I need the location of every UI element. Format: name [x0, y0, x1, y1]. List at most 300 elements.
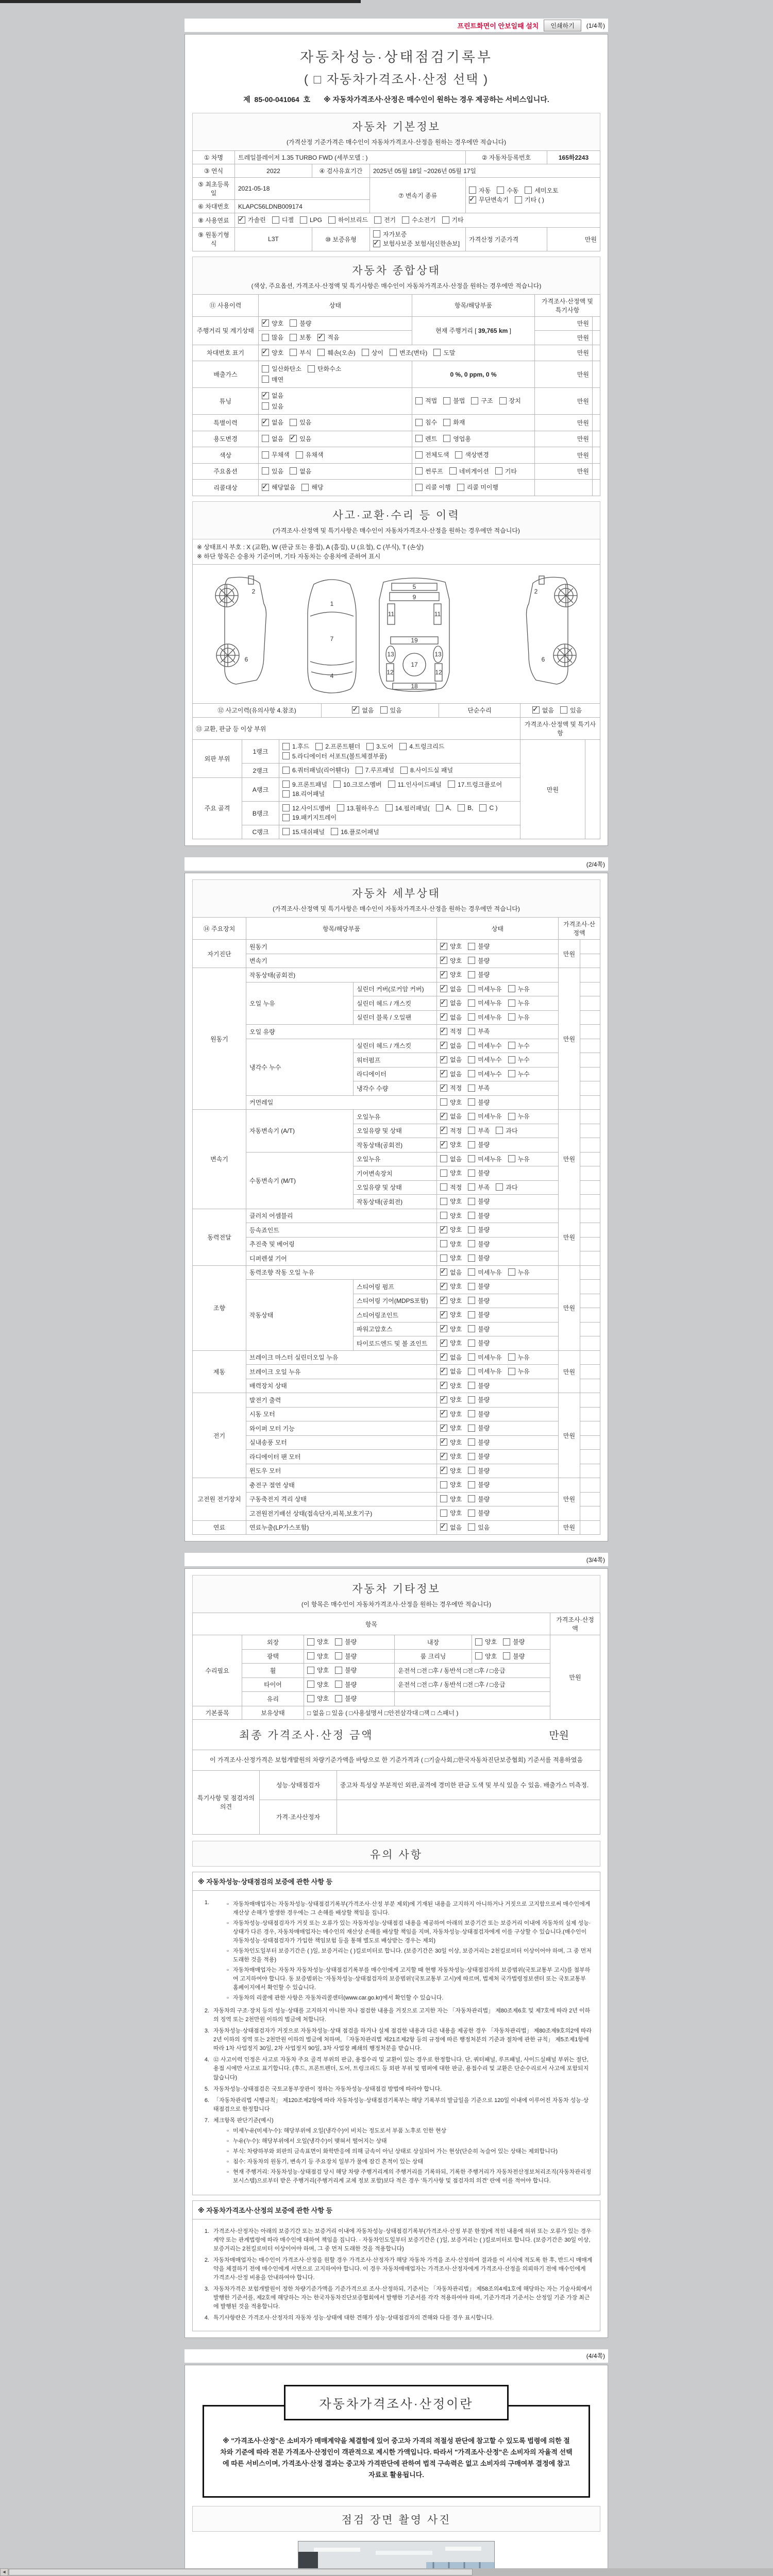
checkbox-누유[interactable] [508, 998, 530, 1007]
checkbox-box[interactable] [262, 334, 269, 341]
checkbox-해당[interactable] [301, 483, 323, 492]
checkbox-box[interactable] [508, 1353, 515, 1361]
checkbox-양호[interactable] [440, 942, 462, 951]
checkbox-box[interactable] [262, 419, 269, 426]
checkbox-box[interactable] [282, 752, 290, 759]
checkbox-해당없음[interactable] [262, 483, 295, 492]
checkbox-양호[interactable] [440, 1225, 462, 1234]
checkbox-box[interactable] [508, 1368, 515, 1375]
checkbox-box[interactable] [440, 1396, 447, 1403]
checkbox-불량[interactable] [468, 1423, 490, 1432]
print-button[interactable]: 인쇄하기 [544, 20, 581, 31]
checkbox-불량[interactable] [468, 1253, 490, 1262]
checkbox-네비게이션[interactable] [449, 467, 489, 476]
checkbox-불량[interactable] [503, 1637, 525, 1646]
checkbox-불량[interactable] [468, 1240, 490, 1248]
checkbox-없음[interactable] [440, 1353, 462, 1362]
scrollbar-thumb[interactable] [9, 2569, 473, 2575]
checkbox-B,[interactable] [458, 804, 473, 811]
checkbox-box[interactable] [440, 1495, 447, 1502]
checkbox-box[interactable] [443, 419, 450, 426]
checkbox-box[interactable] [436, 804, 443, 811]
checkbox-11.인사이드패널[interactable] [388, 780, 442, 789]
checkbox-box[interactable] [356, 767, 363, 774]
checkbox-미세누유[interactable] [468, 1155, 501, 1163]
checkbox-box[interactable] [468, 1283, 475, 1290]
checkbox-있음[interactable] [290, 434, 311, 443]
checkbox-자가보증[interactable] [373, 230, 407, 239]
checkbox-box[interactable] [440, 1141, 447, 1148]
checkbox-양호[interactable] [440, 1098, 462, 1107]
checkbox-box[interactable] [469, 196, 476, 204]
checkbox-불량[interactable] [468, 1438, 490, 1447]
checkbox-없음[interactable] [440, 1055, 462, 1064]
checkbox-box[interactable] [433, 349, 441, 356]
checkbox-12.사이드멤버[interactable] [282, 804, 331, 812]
checkbox-box[interactable] [272, 216, 279, 224]
checkbox-box[interactable] [499, 397, 507, 404]
checkbox-box[interactable] [440, 971, 447, 978]
checkbox-box[interactable] [440, 1183, 447, 1191]
checkbox-box[interactable] [468, 1325, 475, 1332]
checkbox-보험사보증 보험사[신한손보][interactable] [373, 239, 460, 248]
checkbox-box[interactable] [471, 397, 478, 404]
checkbox-없음[interactable] [532, 706, 554, 715]
checkbox-불량[interactable] [468, 1168, 490, 1177]
checkbox-box[interactable] [503, 1638, 510, 1646]
checkbox-7.루프패널[interactable] [356, 766, 394, 774]
checkbox-box[interactable] [440, 1042, 447, 1049]
checkbox-상이[interactable] [362, 348, 383, 357]
checkbox-17.트렁크플로어[interactable] [448, 780, 502, 789]
checkbox-box[interactable] [335, 1667, 342, 1674]
checkbox-불량[interactable] [468, 1211, 490, 1220]
checkbox-과다[interactable] [496, 1183, 517, 1192]
checkbox-없음[interactable] [262, 391, 283, 400]
checkbox-양호[interactable] [440, 1410, 462, 1418]
checkbox-없음[interactable] [440, 1041, 462, 1050]
checkbox-양호[interactable] [440, 1423, 462, 1432]
checkbox-box[interactable] [468, 1396, 475, 1403]
checkbox-box[interactable] [440, 1425, 447, 1432]
checkbox-기타 ( )[interactable] [515, 195, 544, 204]
checkbox-19.패키지트레이[interactable] [282, 813, 337, 822]
checkbox-누유[interactable] [508, 1367, 530, 1376]
checkbox-box[interactable] [440, 1127, 447, 1134]
checkbox-4.트렁크리드[interactable] [399, 742, 444, 751]
checkbox-10.크로스멤버[interactable] [333, 780, 382, 789]
checkbox-box[interactable] [307, 1667, 314, 1674]
checkbox-box[interactable] [440, 1481, 447, 1488]
checkbox-box[interactable] [290, 435, 297, 442]
checkbox-없음[interactable] [262, 434, 283, 443]
checkbox-box[interactable] [468, 999, 475, 1007]
checkbox-box[interactable] [415, 397, 423, 404]
checkbox-부족[interactable] [468, 1027, 490, 1036]
checkbox-양호[interactable] [440, 1168, 462, 1177]
checkbox-box[interactable] [442, 216, 449, 224]
checkbox-box[interactable] [440, 1410, 447, 1417]
checkbox-훼손(오손)[interactable] [317, 348, 355, 357]
checkbox-box[interactable] [508, 999, 515, 1007]
checkbox-불량[interactable] [335, 1652, 357, 1660]
checkbox-box[interactable] [475, 1652, 482, 1659]
checkbox-부족[interactable] [468, 1183, 490, 1192]
checkbox-양호[interactable] [440, 1325, 462, 1333]
checkbox-1.후드[interactable] [282, 742, 309, 751]
checkbox-불량[interactable] [468, 1098, 490, 1107]
checkbox-box[interactable] [440, 1382, 447, 1389]
checkbox-box[interactable] [457, 484, 464, 491]
checkbox-box[interactable] [440, 1084, 447, 1092]
checkbox-불량[interactable] [468, 1381, 490, 1390]
checkbox-부족[interactable] [468, 1126, 490, 1135]
checkbox-box[interactable] [307, 1652, 314, 1659]
checkbox-9.프론트패널[interactable] [282, 780, 327, 789]
checkbox-box[interactable] [262, 484, 269, 491]
checkbox-없음[interactable] [440, 985, 462, 993]
checkbox-없음[interactable] [440, 1112, 462, 1121]
checkbox-미세누유[interactable] [468, 1112, 501, 1121]
checkbox-box[interactable] [468, 1155, 475, 1162]
checkbox-box[interactable] [468, 1013, 475, 1021]
checkbox-6.쿼터패널(리어휀다)[interactable] [282, 766, 349, 774]
checkbox-box[interactable] [262, 365, 269, 372]
checkbox-box[interactable] [440, 1467, 447, 1474]
checkbox-box[interactable] [282, 767, 290, 774]
checkbox-box[interactable] [443, 397, 450, 404]
checkbox-양호[interactable] [440, 1240, 462, 1248]
checkbox-미세누유[interactable] [468, 1013, 501, 1022]
checkbox-box[interactable] [468, 1438, 475, 1446]
checkbox-누수[interactable] [508, 1070, 530, 1078]
checkbox-양호[interactable] [262, 319, 283, 328]
checkbox-box[interactable] [440, 1240, 447, 1247]
checkbox-양호[interactable] [440, 1395, 462, 1404]
checkbox-box[interactable] [443, 435, 450, 442]
checkbox-box[interactable] [290, 319, 297, 327]
horizontal-scrollbar[interactable] [0, 2568, 773, 2576]
checkbox-일산화탄소[interactable] [262, 364, 301, 373]
checkbox-box[interactable] [400, 767, 408, 774]
checkbox-box[interactable] [282, 828, 290, 835]
checkbox-box[interactable] [440, 1028, 447, 1035]
checkbox-box[interactable] [468, 1141, 475, 1148]
checkbox-LPG[interactable] [300, 216, 322, 224]
checkbox-렌트[interactable] [415, 434, 437, 443]
checkbox-box[interactable] [440, 1198, 447, 1205]
checkbox-box[interactable] [508, 1155, 515, 1162]
checkbox-box[interactable] [307, 1638, 314, 1646]
checkbox-box[interactable] [399, 743, 407, 750]
checkbox-불량[interactable] [468, 1296, 490, 1305]
checkbox-box[interactable] [469, 187, 476, 194]
checkbox-양호[interactable] [440, 1509, 462, 1517]
checkbox-있음[interactable] [468, 1523, 490, 1532]
checkbox-box[interactable] [374, 216, 381, 224]
checkbox-box[interactable] [496, 1183, 503, 1191]
checkbox-box[interactable] [290, 349, 297, 356]
checkbox-미세누유[interactable] [468, 1353, 501, 1362]
checkbox-색상변경[interactable] [455, 450, 489, 459]
checkbox-box[interactable] [362, 349, 369, 356]
checkbox-box[interactable] [380, 706, 388, 714]
checkbox-box[interactable] [468, 1297, 475, 1304]
checkbox-box[interactable] [415, 467, 423, 474]
checkbox-box[interactable] [468, 1098, 475, 1106]
checkbox-2.프론트휀더[interactable] [315, 742, 360, 751]
checkbox-box[interactable] [440, 943, 447, 950]
checkbox-양호[interactable] [307, 1666, 329, 1674]
checkbox-적정[interactable] [440, 1027, 462, 1036]
checkbox-box[interactable] [508, 1013, 515, 1021]
checkbox-불량[interactable] [468, 1452, 490, 1461]
checkbox-불량[interactable] [468, 956, 490, 965]
checkbox-box[interactable] [468, 1495, 475, 1502]
checkbox-box[interactable] [508, 1056, 515, 1063]
checkbox-box[interactable] [440, 1113, 447, 1120]
checkbox-많음[interactable] [262, 333, 283, 342]
checkbox-box[interactable] [458, 804, 465, 811]
checkbox-box[interactable] [300, 216, 307, 224]
checkbox-box[interactable] [373, 240, 380, 247]
checkbox-box[interactable] [468, 1212, 475, 1219]
checkbox-box[interactable] [415, 451, 423, 459]
checkbox-수소전기[interactable] [402, 215, 435, 224]
checkbox-box[interactable] [468, 1425, 475, 1432]
checkbox-불량[interactable] [468, 970, 490, 979]
checkbox-누유[interactable] [508, 1353, 530, 1362]
checkbox-누수[interactable] [508, 1041, 530, 1050]
checkbox-box[interactable] [508, 1042, 515, 1049]
checkbox-box[interactable] [317, 334, 325, 341]
checkbox-누유[interactable] [508, 1268, 530, 1277]
checkbox-box[interactable] [525, 187, 532, 194]
checkbox-있음[interactable] [560, 706, 582, 715]
checkbox-있음[interactable] [380, 706, 402, 715]
checkbox-불량[interactable] [468, 1466, 490, 1475]
checkbox-box[interactable] [468, 1084, 475, 1092]
checkbox-리콜 이행[interactable] [415, 483, 451, 492]
checkbox-box[interactable] [335, 1652, 342, 1659]
checkbox-양호[interactable] [307, 1680, 329, 1689]
checkbox-C )[interactable] [479, 804, 497, 811]
checkbox-기타[interactable] [442, 215, 464, 224]
checkbox-수동[interactable] [497, 186, 518, 195]
checkbox-유채색[interactable] [296, 450, 324, 459]
checkbox-매연[interactable] [262, 375, 283, 384]
checkbox-box[interactable] [468, 1268, 475, 1276]
checkbox-box[interactable] [468, 1467, 475, 1474]
checkbox-양호[interactable] [440, 1282, 462, 1291]
checkbox-box[interactable] [495, 467, 502, 474]
checkbox-box[interactable] [440, 1510, 447, 1517]
checkbox-box[interactable] [335, 1695, 342, 1702]
checkbox-양호[interactable] [440, 1338, 462, 1347]
checkbox-장치[interactable] [499, 396, 521, 405]
checkbox-box[interactable] [468, 971, 475, 978]
checkbox-누유[interactable] [508, 1155, 530, 1163]
checkbox-box[interactable] [262, 349, 269, 356]
checkbox-불량[interactable] [468, 1225, 490, 1234]
checkbox-box[interactable] [468, 1523, 475, 1531]
checkbox-box[interactable] [440, 1268, 447, 1276]
checkbox-box[interactable] [388, 781, 395, 788]
checkbox-box[interactable] [468, 1453, 475, 1460]
checkbox-없음[interactable] [440, 1155, 462, 1163]
checkbox-box[interactable] [468, 1510, 475, 1517]
checkbox-box[interactable] [440, 1056, 447, 1063]
checkbox-18.리어패널[interactable] [282, 789, 325, 798]
checkbox-box[interactable] [366, 743, 374, 750]
checkbox-미세누수[interactable] [468, 1070, 501, 1078]
checkbox-불량[interactable] [468, 1140, 490, 1149]
checkbox-적정[interactable] [440, 1183, 462, 1192]
checkbox-불량[interactable] [468, 1509, 490, 1517]
checkbox-box[interactable] [440, 1353, 447, 1361]
checkbox-썬루프[interactable] [415, 467, 443, 476]
checkbox-없음[interactable] [440, 998, 462, 1007]
checkbox-box[interactable] [508, 1070, 515, 1077]
checkbox-box[interactable] [440, 1212, 447, 1219]
checkbox-누수[interactable] [508, 1055, 530, 1064]
checkbox-box[interactable] [440, 1438, 447, 1446]
checkbox-불량[interactable] [335, 1637, 357, 1646]
checkbox-미세누유[interactable] [468, 998, 501, 1007]
checkbox-양호[interactable] [475, 1652, 497, 1660]
checkbox-A,[interactable] [436, 804, 451, 811]
checkbox-box[interactable] [440, 1013, 447, 1021]
checkbox-box[interactable] [290, 419, 297, 426]
checkbox-부식[interactable] [290, 348, 311, 357]
checkbox-box[interactable] [328, 216, 335, 224]
checkbox-box[interactable] [282, 743, 290, 750]
checkbox-box[interactable] [479, 804, 486, 811]
checkbox-box[interactable] [331, 828, 338, 835]
checkbox-box[interactable] [440, 999, 447, 1007]
checkbox-영업용[interactable] [443, 434, 471, 443]
checkbox-box[interactable] [440, 1325, 447, 1332]
checkbox-디젤[interactable] [272, 215, 294, 224]
checkbox-불량[interactable] [468, 1310, 490, 1319]
checkbox-box[interactable] [440, 1226, 447, 1233]
checkbox-과다[interactable] [496, 1126, 517, 1135]
checkbox-하이브리드[interactable] [328, 215, 368, 224]
checkbox-13.휠하우스[interactable] [337, 804, 379, 812]
checkbox-box[interactable] [468, 1240, 475, 1247]
checkbox-box[interactable] [282, 781, 290, 788]
checkbox-없음[interactable] [440, 1070, 462, 1078]
checkbox-3.도어[interactable] [366, 742, 393, 751]
checkbox-box[interactable] [238, 216, 245, 224]
checkbox-box[interactable] [440, 1523, 447, 1531]
checkbox-box[interactable] [448, 781, 455, 788]
checkbox-box[interactable] [468, 1481, 475, 1488]
checkbox-box[interactable] [532, 706, 540, 714]
checkbox-box[interactable] [301, 484, 309, 491]
checkbox-box[interactable] [262, 392, 269, 399]
checkbox-box[interactable] [317, 349, 325, 356]
checkbox-box[interactable] [307, 1695, 314, 1702]
checkbox-box[interactable] [468, 1113, 475, 1120]
checkbox-양호[interactable] [440, 1310, 462, 1319]
checkbox-양호[interactable] [307, 1637, 329, 1646]
checkbox-없음[interactable] [262, 418, 283, 427]
checkbox-box[interactable] [468, 1353, 475, 1361]
checkbox-불량[interactable] [468, 1197, 490, 1206]
checkbox-양호[interactable] [440, 1253, 462, 1262]
checkbox-box[interactable] [449, 467, 457, 474]
checkbox-변조(변타)[interactable] [390, 348, 427, 357]
checkbox-불량[interactable] [468, 1410, 490, 1418]
checkbox-box[interactable] [402, 216, 409, 224]
checkbox-불량[interactable] [335, 1680, 357, 1689]
checkbox-box[interactable] [262, 402, 269, 410]
checkbox-양호[interactable] [440, 970, 462, 979]
checkbox-box[interactable] [515, 196, 522, 204]
checkbox-box[interactable] [468, 1226, 475, 1233]
checkbox-box[interactable] [468, 957, 475, 964]
checkbox-양호[interactable] [307, 1652, 329, 1660]
checkbox-box[interactable] [468, 1056, 475, 1063]
checkbox-누유[interactable] [508, 1013, 530, 1022]
checkbox-무채색[interactable] [262, 450, 290, 459]
checkbox-없음[interactable] [352, 706, 374, 715]
checkbox-보통[interactable] [290, 333, 311, 342]
checkbox-불량[interactable] [335, 1666, 357, 1674]
checkbox-불량[interactable] [468, 942, 490, 951]
checkbox-box[interactable] [440, 1070, 447, 1077]
checkbox-양호[interactable] [440, 1296, 462, 1305]
checkbox-14.필러패널([interactable] [385, 804, 430, 812]
checkbox-box[interactable] [337, 804, 344, 811]
checkbox-box[interactable] [468, 1028, 475, 1035]
checkbox-적정[interactable] [440, 1083, 462, 1092]
checkbox-box[interactable] [508, 1268, 515, 1276]
checkbox-box[interactable] [560, 706, 567, 714]
checkbox-box[interactable] [468, 1410, 475, 1417]
checkbox-화재[interactable] [443, 418, 465, 427]
checkbox-불량[interactable] [468, 1395, 490, 1404]
checkbox-불법[interactable] [443, 396, 465, 405]
checkbox-무단변속기[interactable] [469, 195, 509, 204]
checkbox-box[interactable] [440, 1340, 447, 1347]
checkbox-미세누수[interactable] [468, 1055, 501, 1064]
checkbox-양호[interactable] [440, 1480, 462, 1489]
checkbox-양호[interactable] [440, 1438, 462, 1447]
checkbox-침수[interactable] [415, 418, 437, 427]
checkbox-자동[interactable] [469, 186, 491, 195]
checkbox-box[interactable] [385, 804, 393, 811]
checkbox-box[interactable] [475, 1638, 482, 1646]
checkbox-box[interactable] [440, 1098, 447, 1106]
checkbox-16.플로어패널[interactable] [331, 827, 379, 836]
checkbox-box[interactable] [440, 1453, 447, 1460]
checkbox-box[interactable] [468, 1255, 475, 1262]
checkbox-양호[interactable] [440, 1211, 462, 1220]
checkbox-box[interactable] [440, 1368, 447, 1375]
checkbox-가솔린[interactable] [238, 215, 266, 224]
checkbox-box[interactable] [468, 1070, 475, 1077]
checkbox-부족[interactable] [468, 1083, 490, 1092]
checkbox-있음[interactable] [262, 467, 283, 476]
checkbox-양호[interactable] [307, 1694, 329, 1703]
checkbox-box[interactable] [468, 1340, 475, 1347]
checkbox-5.라디에이터 서포트(볼트체결부품)[interactable] [282, 752, 387, 760]
checkbox-있음[interactable] [290, 418, 311, 427]
checkbox-box[interactable] [468, 1198, 475, 1205]
checkbox-box[interactable] [440, 957, 447, 964]
